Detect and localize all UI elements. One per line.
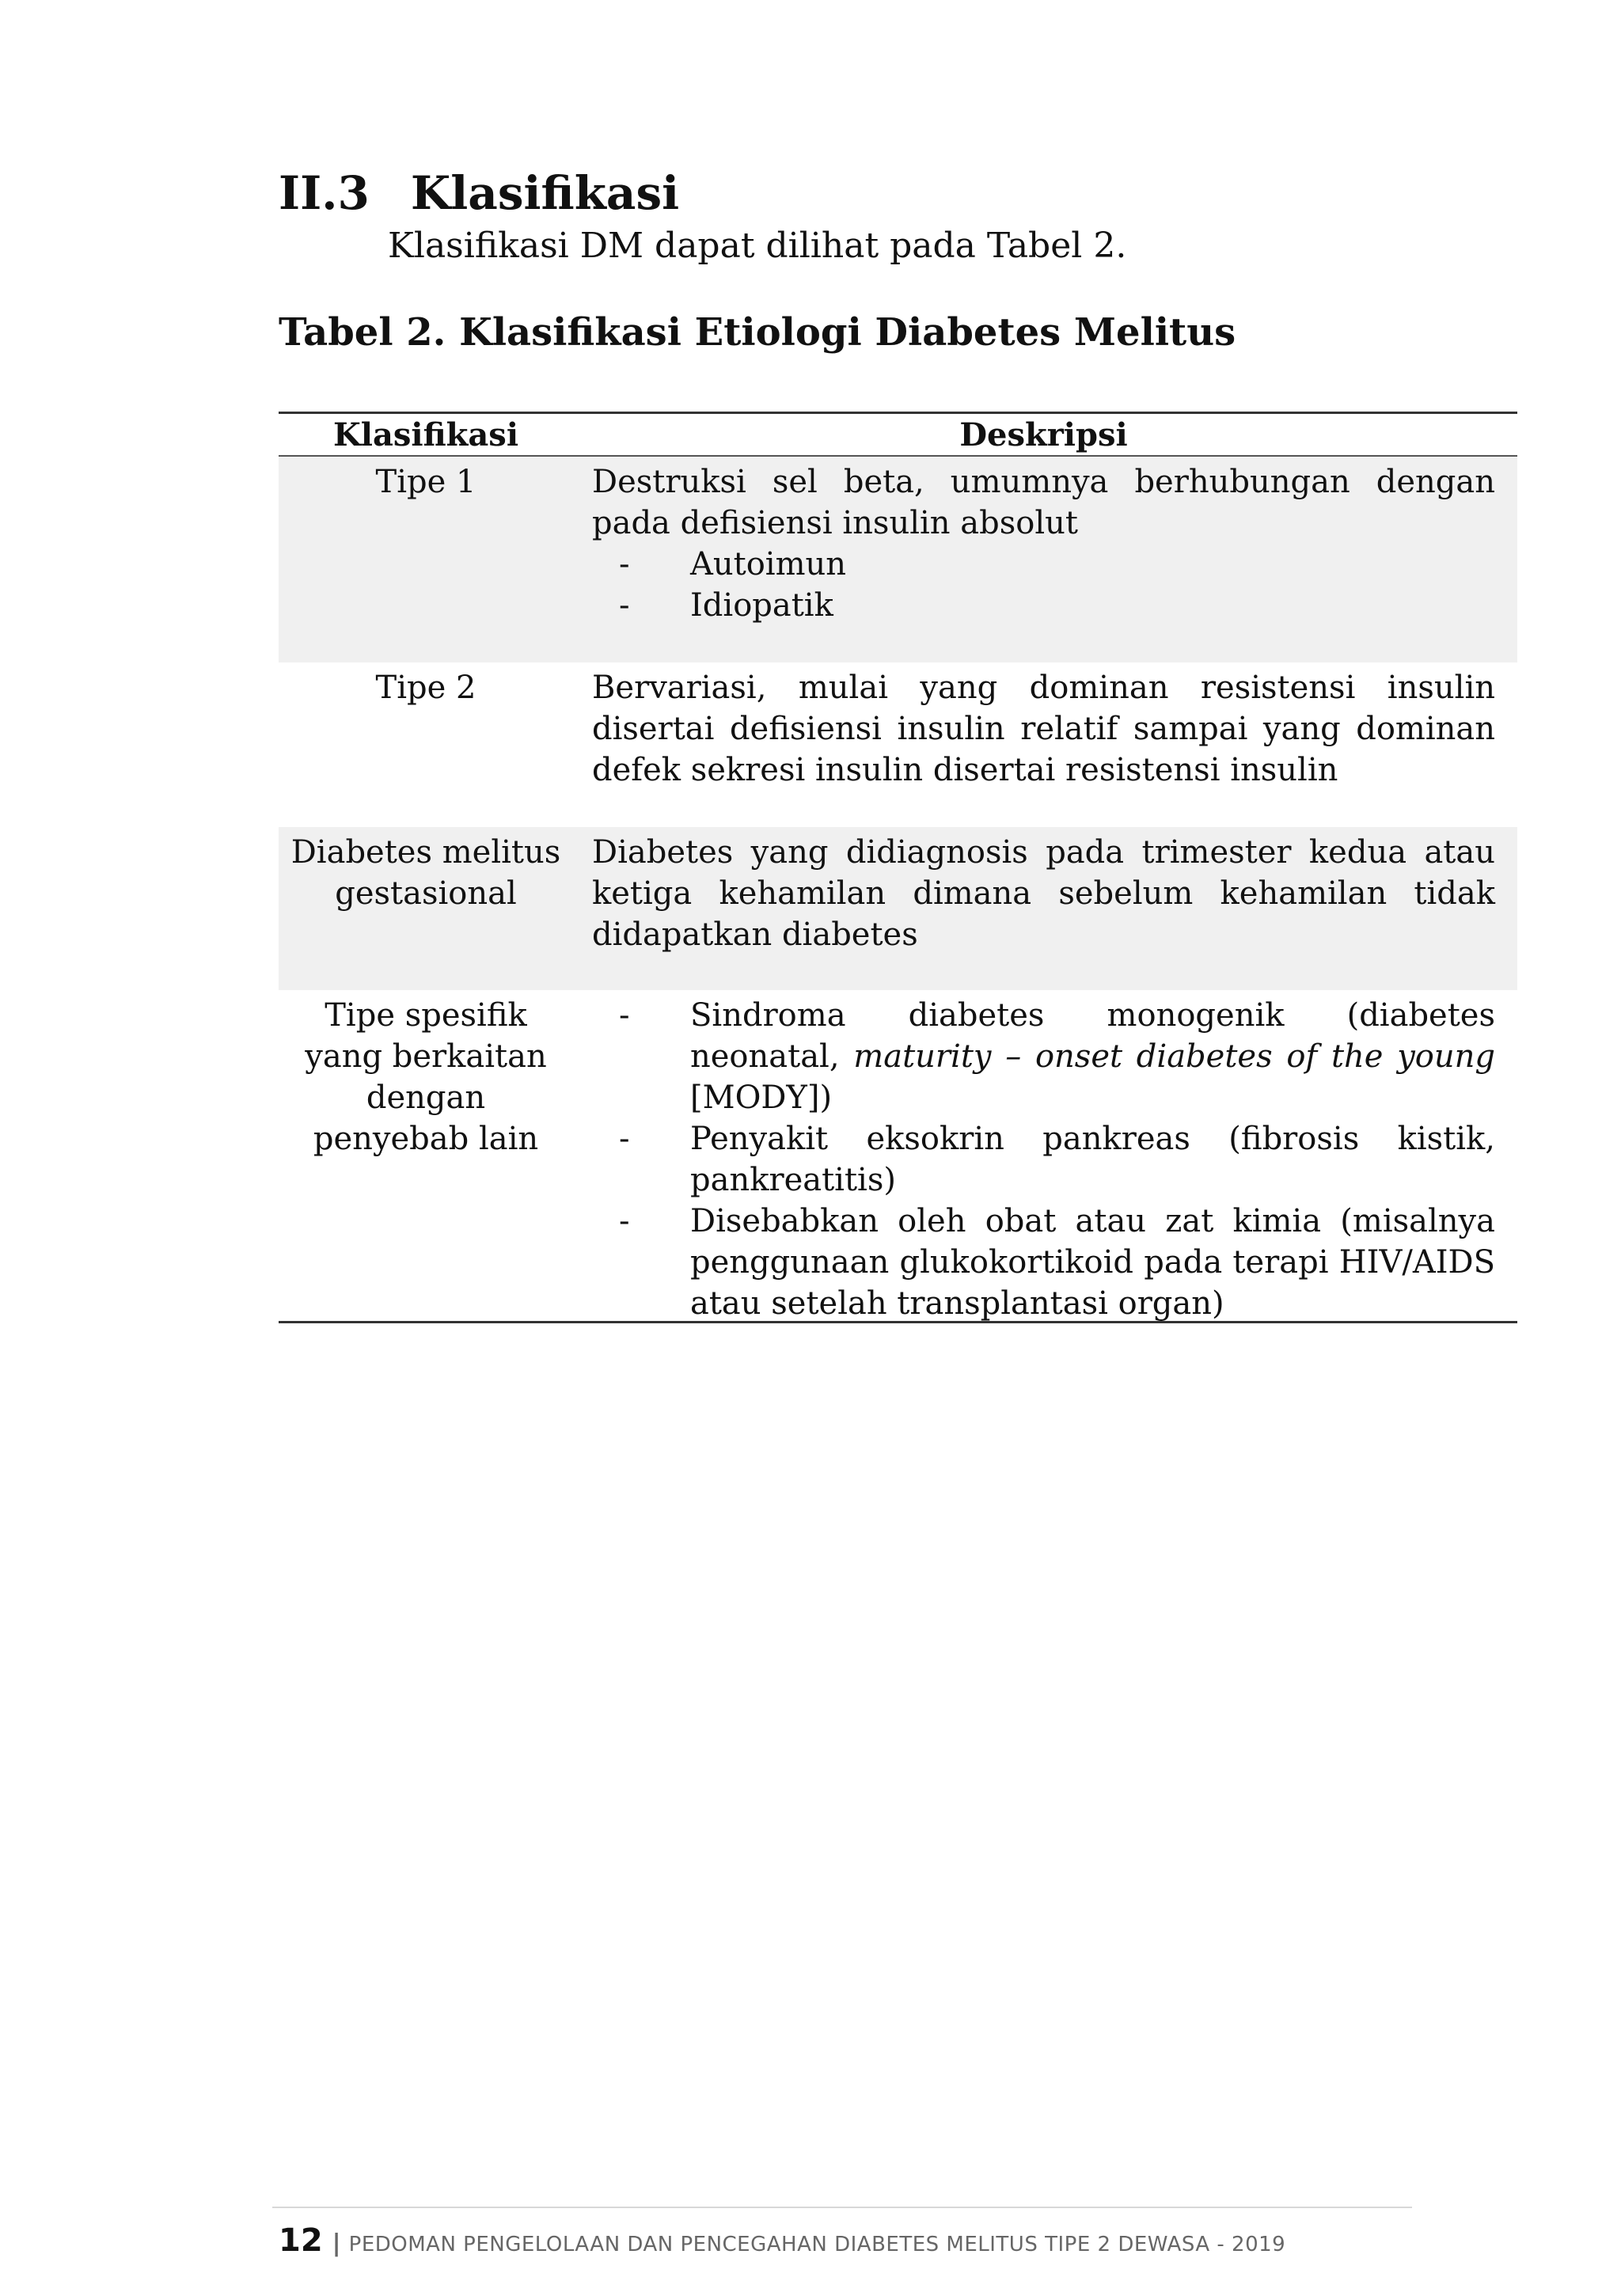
cause-list <box>592 995 1495 1324</box>
list-item <box>592 585 1495 626</box>
list-item-text <box>690 995 1495 1118</box>
classification-table <box>279 412 1517 1323</box>
klasifikasi-line: dengan <box>366 1080 486 1116</box>
section-heading <box>279 166 679 220</box>
table-row-gestasional <box>279 827 1517 990</box>
list-item-text: Idiopatik <box>690 587 833 624</box>
header-deskripsi: Deskripsi <box>959 416 1128 454</box>
footer-title: PEDOMAN PENGELOLAAN DAN PENCEGAHAN DIABETES MELITUS TIPE 2 DEWASA - 2019 <box>348 2233 1286 2256</box>
list-item <box>592 1118 1495 1201</box>
table-row-tipe-spesifik <box>279 990 1517 1321</box>
cell-deskripsi <box>573 457 1517 662</box>
klasifikasi-line: Tipe spesifik <box>325 997 527 1034</box>
list-item <box>592 995 1495 1118</box>
cell-klasifikasi: Tipe 1 <box>375 464 476 500</box>
dash-bullet: - <box>619 1203 630 1239</box>
italic-term: maturity – onset diabetes of the young <box>853 1038 1495 1075</box>
list-item-text: Autoimun <box>690 546 847 583</box>
table-row-tipe-1 <box>279 457 1517 662</box>
cell-deskripsi <box>573 990 1517 1321</box>
klasifikasi-line: gestasional <box>335 875 517 912</box>
klasifikasi-line: yang berkaitan <box>305 1038 547 1075</box>
footer-separator: | <box>332 2230 341 2257</box>
cell-klasifikasi <box>279 990 573 1321</box>
page-number: 12 <box>279 2222 323 2259</box>
list-item-text: Penyakit eksokrin pankreas (fibrosis kistik, pankreatitis) <box>690 1121 1495 1198</box>
klasifikasi-line: penyebab lain <box>313 1121 539 1157</box>
subtype-list <box>592 544 1495 626</box>
list-item <box>592 544 1495 585</box>
text-segment: Sindroma diabetes monogenik (diabetes neonatal, <box>690 997 1495 1075</box>
table-caption: Tabel 2. Klasifikasi Etiologi Diabetes Melitus <box>279 310 1236 355</box>
table-row-tipe-2 <box>279 662 1517 827</box>
section-intro: Klasifikasi DM dapat dilihat pada Tabel 2. <box>388 226 1127 266</box>
list-item-text: Disebabkan oleh obat atau zat kimia (misalnya penggunaan glukokortikoid pada terapi HIV/AIDS atau setelah transplantasi organ) <box>690 1203 1495 1322</box>
text-segment: [MODY]) <box>690 1080 833 1116</box>
dash-bullet: - <box>619 997 630 1034</box>
klasifikasi-line: Diabetes melitus <box>290 834 561 871</box>
cell-deskripsi: Bervariasi, mulai yang dominan resistensi insulin disertai defisiensi insulin relatif sampai yang dominan defek sekresi insulin disertai resistensi insulin <box>592 670 1495 788</box>
list-item <box>592 1201 1495 1324</box>
cell-klasifikasi: Tipe 2 <box>375 670 476 706</box>
dash-bullet: - <box>619 587 630 624</box>
cell-deskripsi: Diabetes yang didiagnosis pada trimester kedua atau ketiga kehamilan dimana sebelum kehamilan tidak didapatkan diabetes <box>592 834 1495 953</box>
table-header-row <box>279 414 1517 457</box>
deskripsi-text: Destruksi sel beta, umumnya berhubungan dengan pada defisiensi insulin absolut <box>592 464 1495 541</box>
section-title: Klasifikasi <box>410 166 680 220</box>
header-klasifikasi: Klasifikasi <box>332 416 519 454</box>
cell-klasifikasi <box>279 827 573 990</box>
footer-divider <box>272 2207 1412 2208</box>
dash-bullet: - <box>619 546 630 583</box>
section-number: II.3 <box>279 166 370 220</box>
page-footer <box>279 2222 1285 2259</box>
dash-bullet: - <box>619 1121 630 1157</box>
